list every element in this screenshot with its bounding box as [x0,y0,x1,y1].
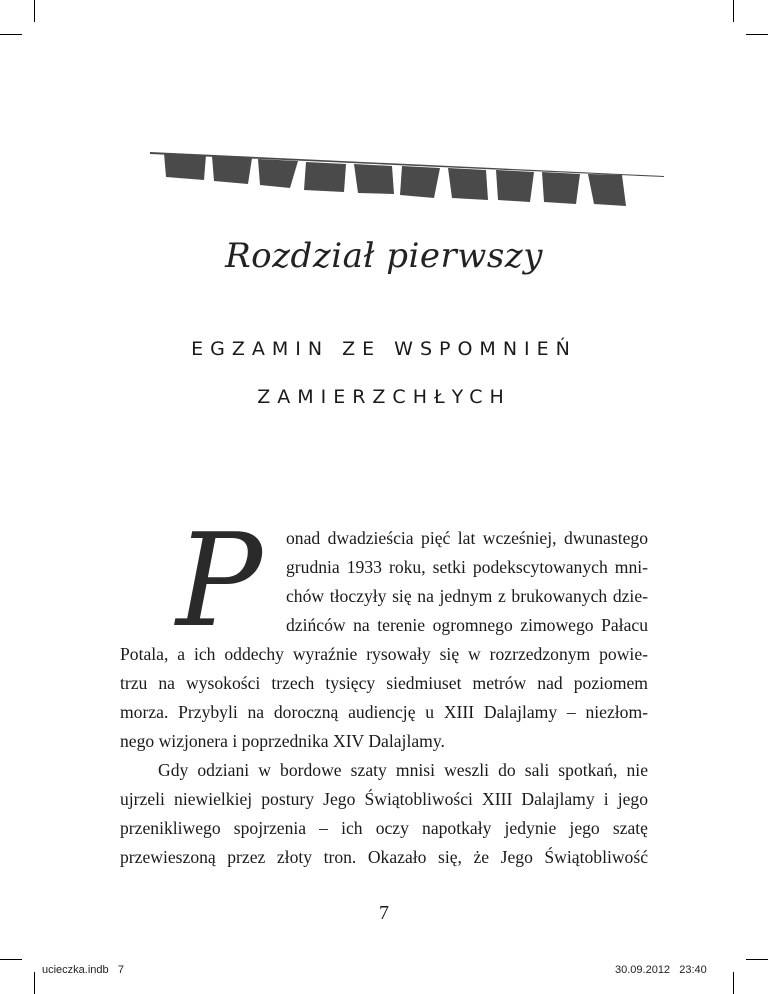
crop-mark [34,0,35,22]
crop-mark [34,972,35,994]
body-line: morza. Przybyli na doroczną audiencję u XIII Dalajlamy – niezłom- [120,702,648,722]
chapter-label: Rozdział pierwszy [225,236,543,276]
body-line: chów tłoczyły się na jednym z brukowanych dzie- [286,586,648,606]
body-line: grudnia 1933 roku, setki podekscytowanych mni- [286,557,648,577]
crop-mark [746,959,768,960]
slug-timestamp: 30.09.2012 23:40 [615,964,707,976]
body-line: przenikliwego spojrzenia – ich oczy napotkały jedynie jego szatę [120,818,648,838]
body-line: ujrzeli niewielkiej postury Jego Świątobliwości XIII Dalajlamy i jego [120,789,648,809]
body-line: nego wizjonera i poprzednika XIV Dalajlamy. [120,731,445,751]
body-line: przewieszoną przez złoty tron. Okazało się, że Jego Świątobliwość [120,847,648,867]
slug-file-name: ucieczka.indb 7 [42,964,124,976]
crop-mark [733,0,734,22]
crop-mark [0,34,22,35]
body-line: onad dwadzieścia pięć lat wcześniej, dwunastego [286,528,648,548]
crop-mark [733,972,734,994]
body-line: Potala, a ich oddechy wyraźnie rysowały się w rozrzedzonym powie- [120,644,648,664]
body-line: dzińców na terenie ogromnego zimowego Pałacu [286,615,648,635]
body-line: Gdy odziani w bordowe szaty mnisi weszli do sali spotkań, nie [158,760,648,780]
drop-cap: P [175,507,263,656]
crop-mark [0,959,22,960]
chapter-title-line-2: ZAMIERZCHŁYCH [257,386,511,408]
crop-mark [746,34,768,35]
page-number: 7 [379,902,389,924]
body-line: trzu na wysokości trzech tysięcy siedmiuset metrów nad poziomem [120,673,648,693]
decorative-banner [148,150,668,210]
chapter-title-line-1: EGZAMIN ZE WSPOMNIEŃ [191,338,577,360]
